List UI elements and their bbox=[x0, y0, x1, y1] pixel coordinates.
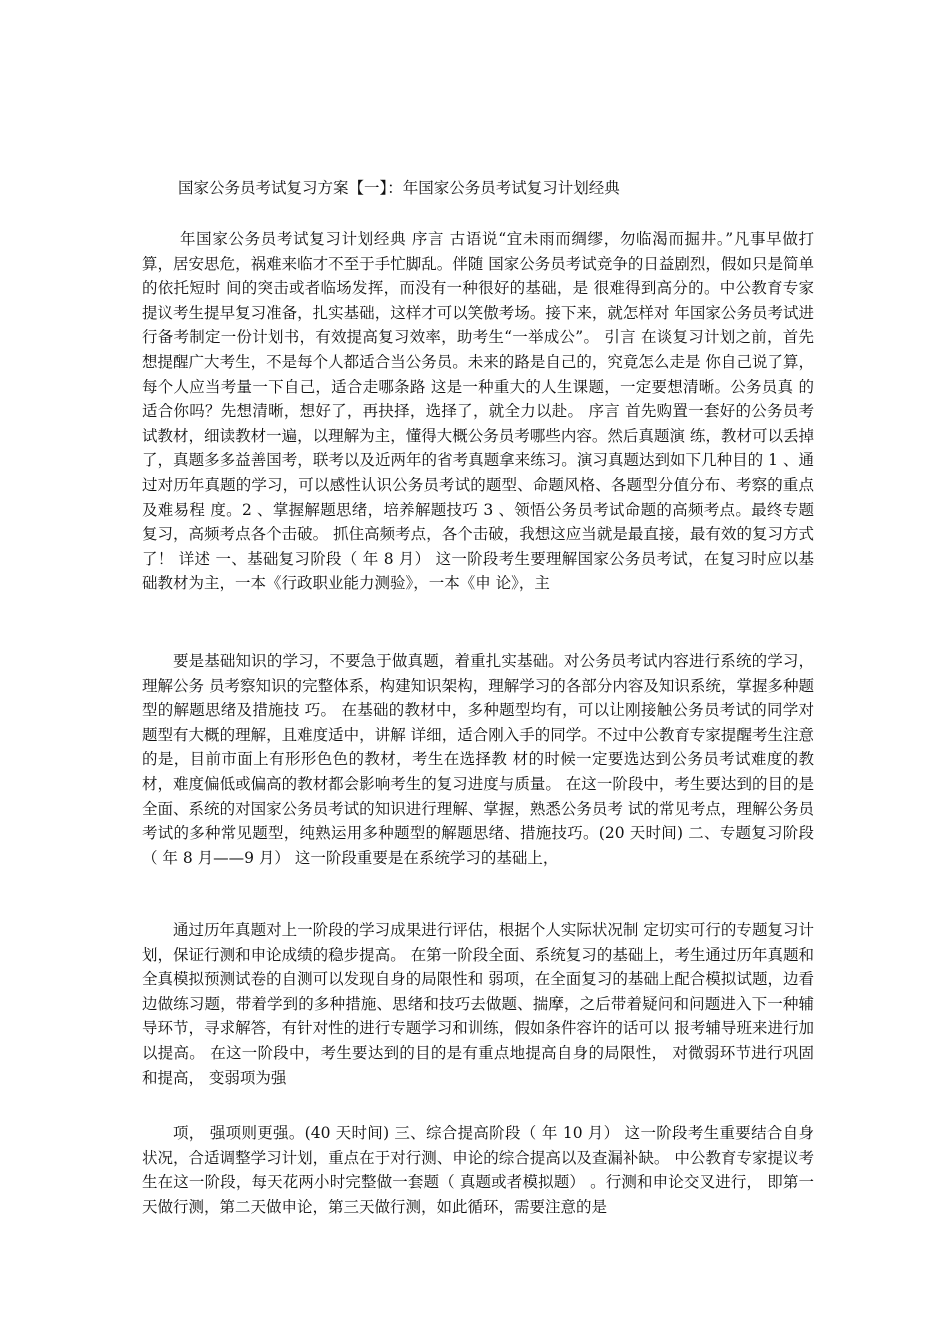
paragraph-1: 年国家公务员考试复习计划经典 序言 古语说“宜未雨而绸缪，勿临渴而掘井。”凡事早做打算，居安思危，祸难来临才不至于手忙脚乱。伴随 国家公务员考试竞争的日益剧烈，假如只是简单的依托短时 间的突击或者临场发挥，而没有一种很好的基础，是 很难得到高分的。中公教育专家提议考生提早复习准备，扎实基础，这样才可以笑傲考场。接下来，就怎样对 年国家公务员考试进行备考制定一份计划书，有效提高复习效率，助考生“一举成公”。 引言 在谈复习计划之前，首先想提醒广大考生，不是每个人都适合当公务员。未来的路是自己的，究竟怎么走是 你自己说了算，每个人应当考量一下自己，适合走哪条路 这是一种重大的人生课题，一定要想清晰。公务员真 的适合你吗？先想清晰，想好了，再抉择，选择了，就全力以赴。 序言 首先购置一套好的公务员考试教材，细读教材一遍，以理解为主，懂得大概公务员考哪些内容。然后真题演 练，教材可以丢掉了，真题多多益善国考，联考以及近两年的省考真题拿来练习。演习真题达到如下几种目的 1 、通过对历年真题的学习，可以感性认识公务员考试的题型、命题风格、各题型分值分布、考察的重点及难易程 度。2 、掌握解题思绪，培养解题技巧 3 、领悟公务员考试命题的高频考点。最终专题复习，高频考点各个击破。 抓住高频考点，各个击破，我想这应当就是最直接，最有效的复习方式了！ 详述 一、基础复习阶段（ 年 8 月） 这一阶段考生要理解国家公务员考试，在复习时应以基础教材为主，一本《行政职业能力测验》，一本《申 论》，主 bbox=[142, 230, 814, 593]
document-title: 国家公务员考试复习方案【一】：年国家公务员考试复习计划经典 bbox=[178, 179, 620, 197]
paragraph-4: 项， 强项则更强。(40 天时间) 三、综合提高阶段（ 年 10 月） 这一阶段考生重要结合自身状况，合适调整学习计划，重点在于对行测、申论的综合提高以及查漏补缺。 中公教育专家提议考生在这一阶段，每天花两小时完整做一套题（ 真题或者模拟题） 。行测和申论交叉进行， 即第一天做行测，第二天做申论，第三天做行测，如此循环，需要注意的是 bbox=[142, 1124, 814, 1216]
paragraph-2: 要是基础知识的学习，不要急于做真题，着重扎实基础。对公务员考试内容进行系统的学习，理解公务 员考察知识的完整体系，构建知识架构，理解学习的各部分内容及知识系统，掌握多种题型的解题思绪及措施技 巧。 在基础的教材中，多种题型均有，可以让刚接触公务员考试的同学对题型有大概的理解，且难度适中，讲解 详细，适合刚入手的同学。不过中公教育专家提醒考生注意的是，目前市面上有形形色色的教材，考生在选择教 材的时候一定要选达到公务员考试难度的教材，难度偏低或偏高的教材都会影响考生的复习进度与质量。 在这一阶段中，考生要达到的目的是全面、系统的对国家公务员考试的知识进行理解、掌握，熟悉公务员考 试的常见考点，理解公务员考试的多种常见题型，纯熟运用多种题型的解题思绪、措施技巧。(20 天时间) 二、专题复习阶段（ 年 8 月——9 月） 这一阶段重要是在系统学习的基础上， bbox=[142, 652, 814, 867]
paragraph-3: 通过历年真题对上一阶段的学习成果进行评估，根据个人实际状况制 定切实可行的专题复习计划，保证行测和申论成绩的稳步提高。 在第一阶段全面、系统复习的基础上，考生通过历年真题和全真模拟预测试卷的自测可以发现自身的局限性和 弱项，在全面复习的基础上配合模拟试题，边看边做练习题，带着学到的多种措施、思绪和技巧去做题、揣摩，之后带着疑问和问题进入下一种辅导环节，寻求解答，有针对性的进行专题学习和训练，假如条件容许的话可以 报考辅导班来进行加以提高。 在这一阶段中，考生要达到的目的是有重点地提高自身的局限性， 对微弱环节进行巩固和提高， 变弱项为强 bbox=[142, 921, 814, 1087]
